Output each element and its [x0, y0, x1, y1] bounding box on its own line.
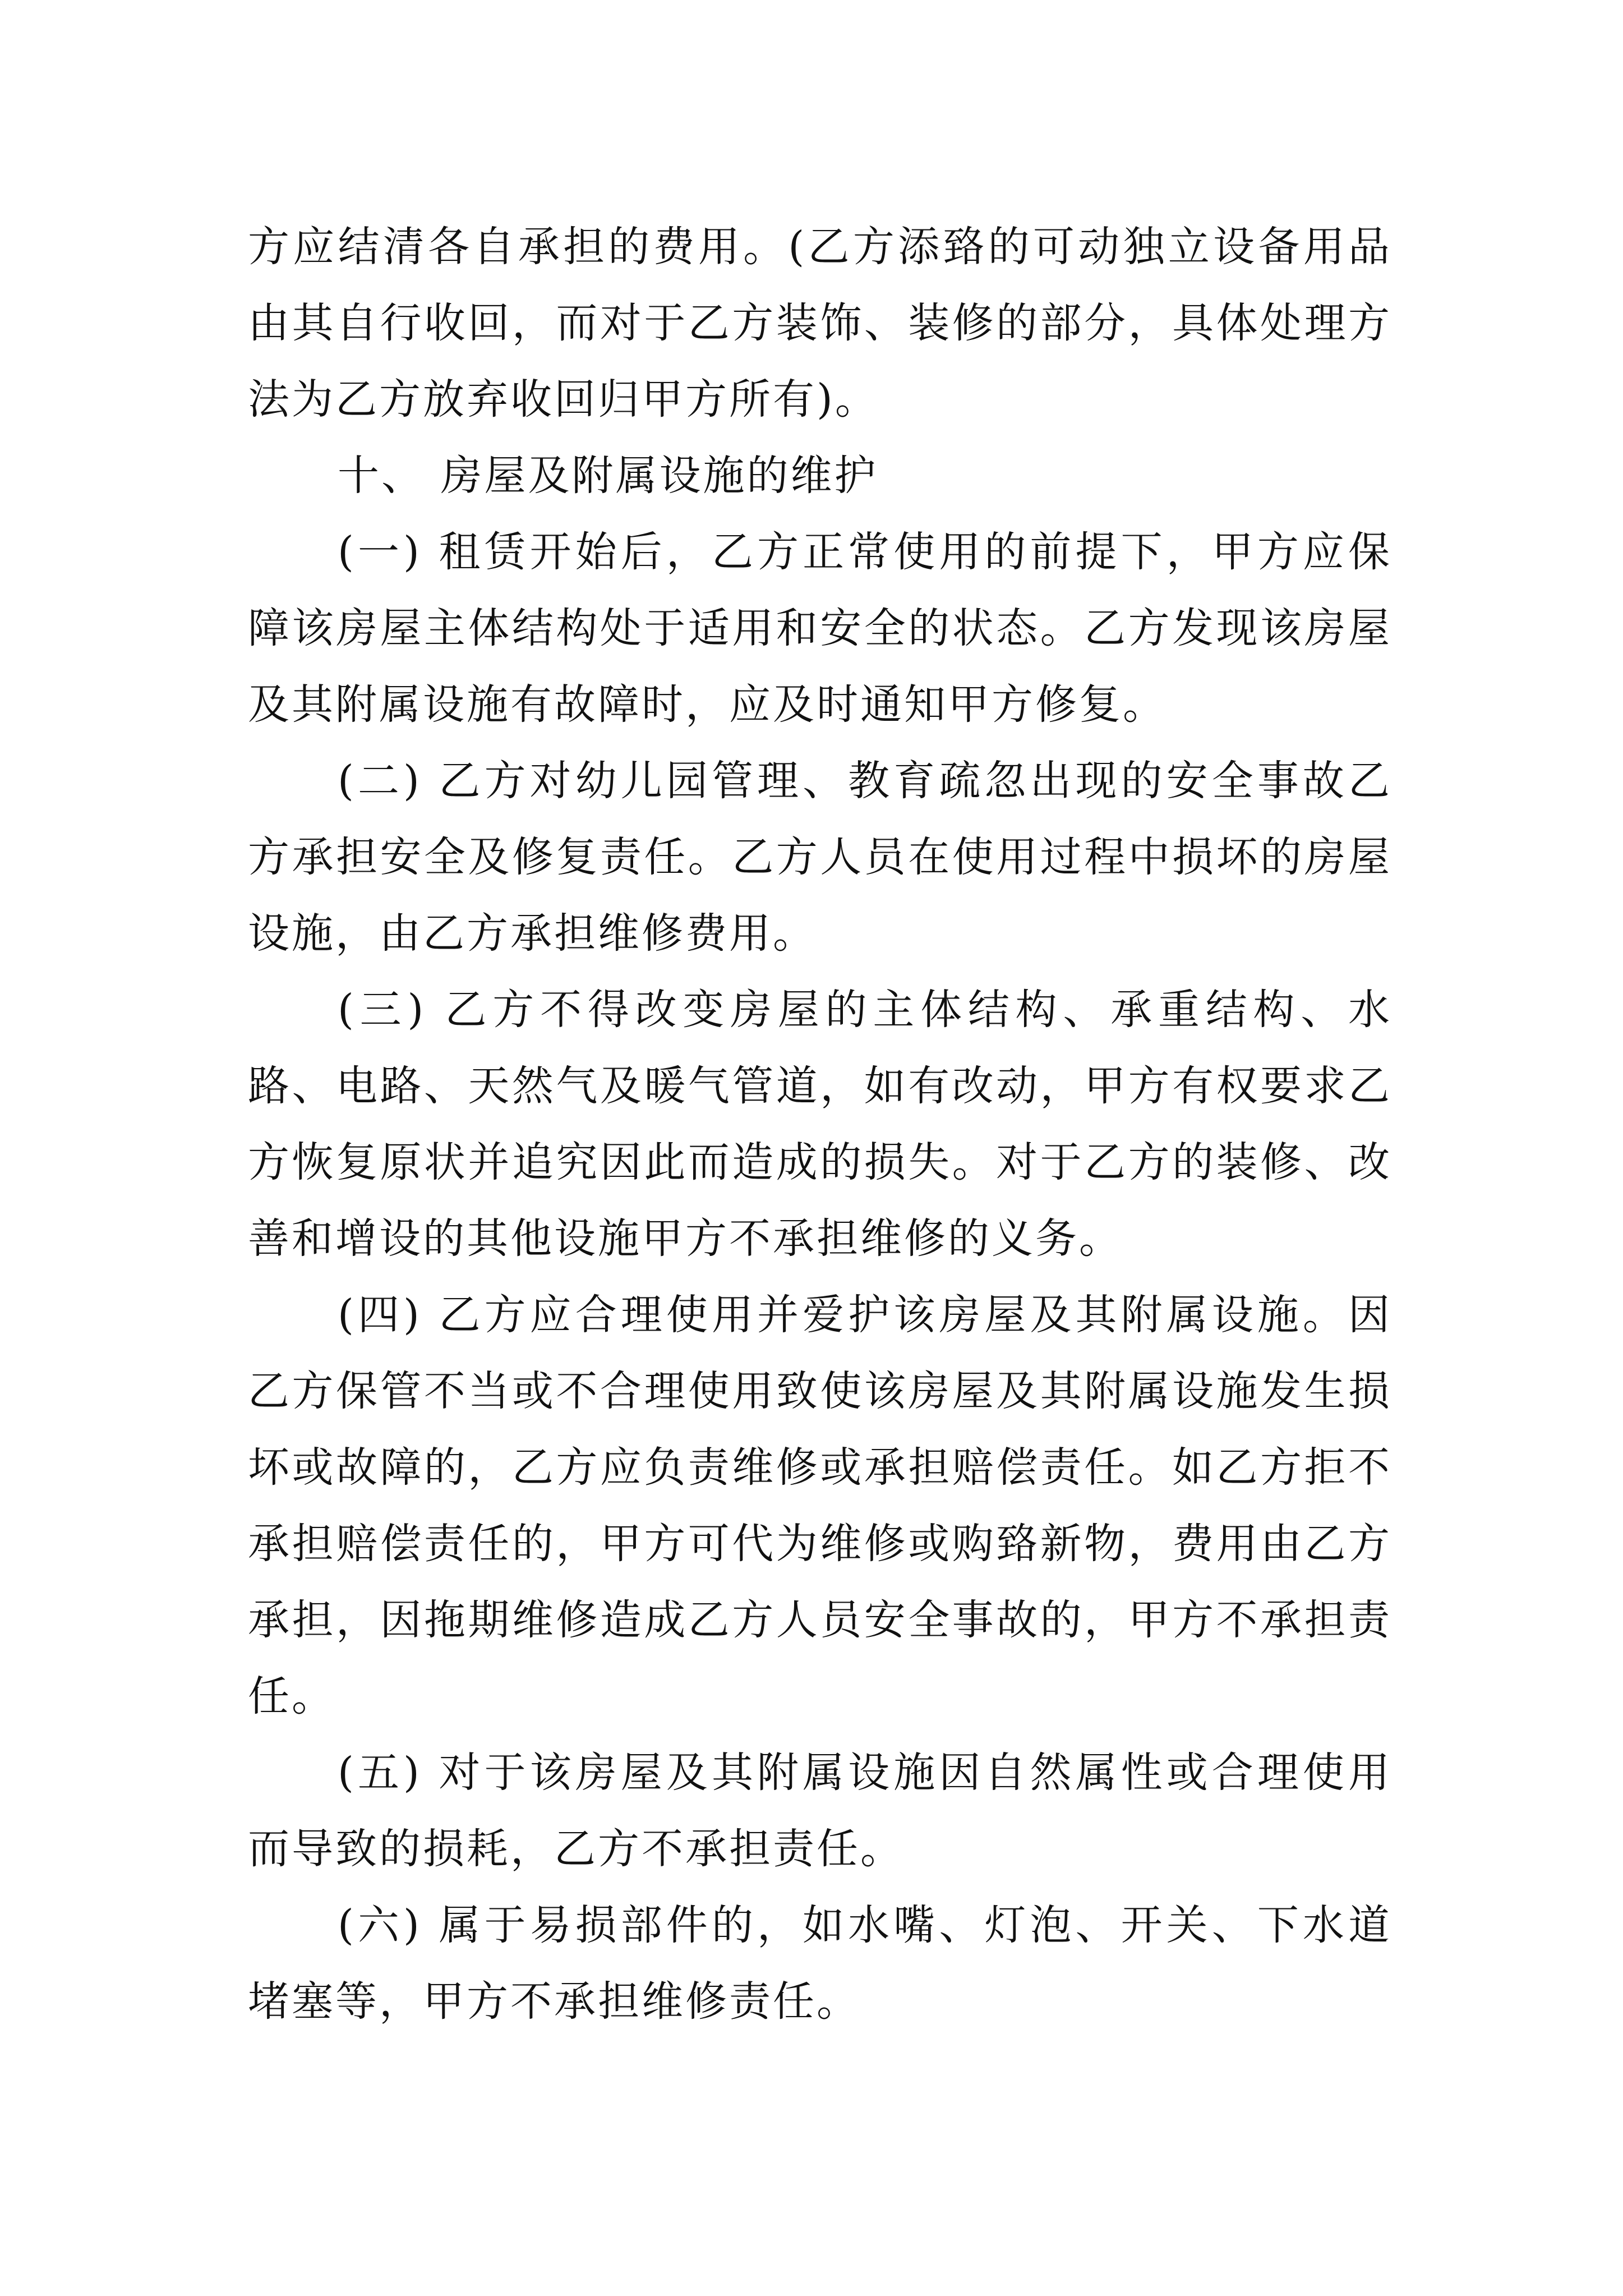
clause-four: (四) 乙方应合理使用并爱护该房屋及其附属设施。因乙方保管不当或不合理使用致使该房屋及其附属设施发生损坏或故障的，乙方应负责维修或承担赔偿责任。如乙方拒不承担赔偿责任的，甲方可代为维修或购臵新物，费用由乙方承担，因拖期维修造成乙方人员安全事故的，甲方不承担责任。 [248, 1291, 1392, 1720]
clause-one: (一) 租赁开始后，乙方正常使用的前提下，甲方应保障该房屋主体结构处于适用和安全的状态。乙方发现该房屋及其附属设施有故障时，应及时通知甲方修复。 [248, 528, 1392, 729]
clause-three: (三) 乙方不得改变房屋的主体结构、承重结构、水路、电路、天然气及暖气管道，如有改动，甲方有权要求乙方恢复原状并追究因此而造成的损失。对于乙方的装修、改善和增设的其他设施甲方不承担维修的义务。 [248, 986, 1392, 1263]
section-heading-ten: 十、 房屋及附属设施的维护 [338, 452, 878, 500]
clause-five: (五) 对于该房屋及其附属设施因自然属性或合理使用而导致的损耗，乙方不承担责任。 [248, 1749, 1392, 1873]
clause-six: (六) 属于易损部件的，如水嘴、灯泡、开关、下水道堵塞等，甲方不承担维修责任。 [248, 1901, 1392, 2026]
clause-two: (二) 乙方对幼儿园管理、教育疏忽出现的安全事故乙方承担安全及修复责任。乙方人员在使用过程中损坏的房屋设施，由乙方承担维修费用。 [248, 757, 1392, 958]
document-body [248, 209, 1392, 2040]
paragraph-carryover: 方应结清各自承担的费用。(乙方添臵的可动独立设备用品由其自行收回，而对于乙方装饰、装修的部分，具体处理方法为乙方放弃收回归甲方所有)。 [248, 223, 1392, 424]
